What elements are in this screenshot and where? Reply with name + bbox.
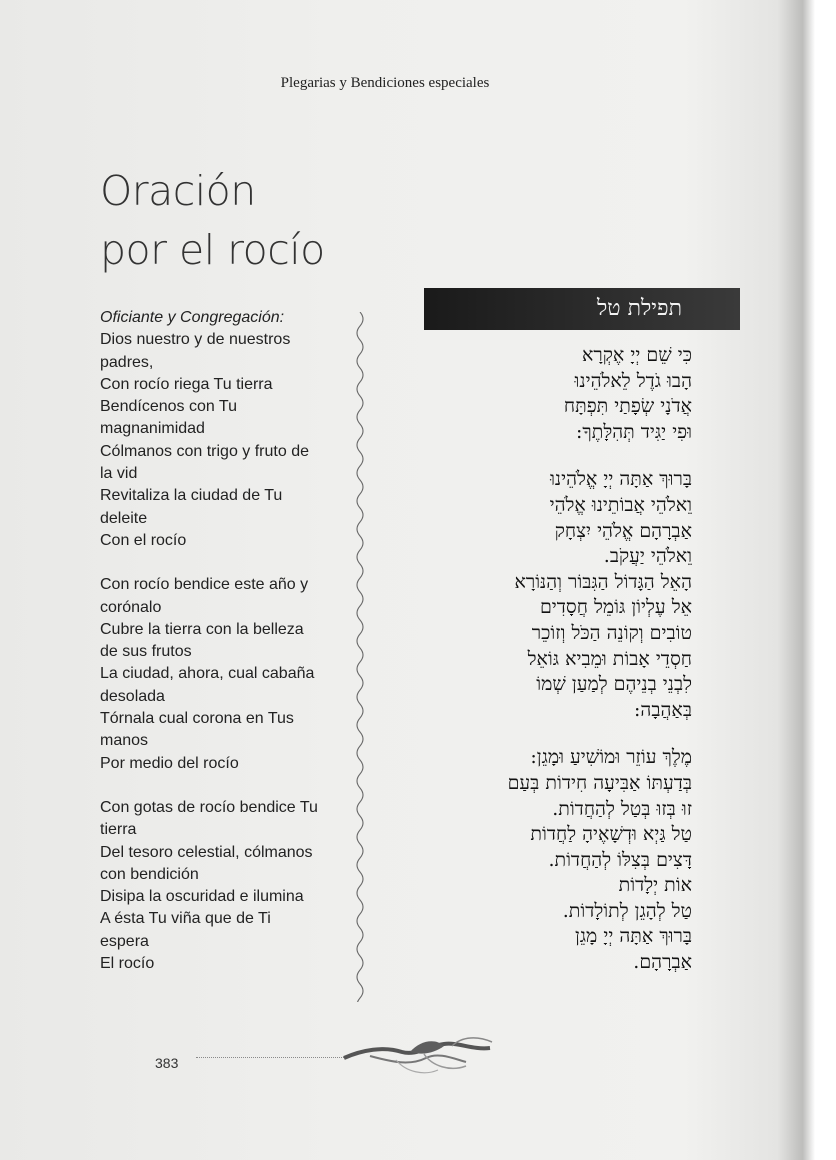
hebrew-line: כִּי שֵׁם יְיָ אֶקְרָא [582,344,692,366]
hebrew-line: חַסְדֵי אָבוֹת וּמֵבִיא גּוֹאֵל [527,647,692,670]
hebrew-line: וֵאלֹהֵי יַעֲקֹב. [603,545,692,568]
hebrew-line: בָּרוּךְ אַתָּה יְיָ אֱלֹהֵינוּ [550,468,692,491]
hebrew-prayer-text [424,343,692,998]
hebrew-line: טַל גַּיְא וּדְשָׁאֶיהָ לַחֲדוֹת [530,823,692,846]
spanish-line: magnanimidad [100,420,205,438]
spanish-line: deleite [100,509,148,527]
spanish-line: Tórnala cual corona en Tus [100,710,294,728]
divider-wave [357,312,363,1002]
hebrew-line: וֵאלֹהֵי אֲבוֹתֵינוּ אֱלֹהֵי [549,493,692,516]
spanish-prayer-text [100,307,350,997]
hebrew-line: הָאֵל הַגָּדוֹל הַגִּבּוֹר וְהַנּוֹרָא [514,570,692,593]
spanish-stanza [100,797,350,975]
hebrew-line: אַבְרָהָם. [633,951,692,974]
running-header: Plegarias y Bendiciones especiales [280,75,490,91]
hebrew-line: הָבוּ גֹדֶל לֵאלֹהֵינוּ [574,369,692,392]
hebrew-line: וּפִי יַגִּיד תְּהִלָּתֶךָ: [576,420,692,443]
hebrew-line: אוֹת יְלָדוֹת [618,874,692,897]
page-number: 383 [155,1055,179,1071]
hebrew-line: טוֹבִים וְקוֹנֵה הַכֹּל וְזוֹכֵר [531,621,692,644]
spanish-line: Con gotas de rocío bendice Tu [100,798,318,816]
spanish-line: de sus frutos [100,643,192,661]
hebrew-line: בְּאַהֲבָה: [634,698,692,721]
spanish-line: Dios nuestro y de nuestros [100,331,291,349]
hebrew-stanza [424,343,692,445]
spanish-line: tierra [100,821,137,839]
spanish-line: Con rocío bendice este año y [100,576,309,594]
spanish-stanza [100,329,350,552]
page-title [100,162,325,280]
spanish-line: Por medio del rocío [100,754,239,772]
hebrew-line: לִבְנֵי בְנֵיהֶם לְמַעַן שְׁמוֹ [536,673,692,696]
spanish-line: Revitaliza la ciudad de Tu [100,487,283,505]
spanish-line: la vid [100,465,138,483]
spanish-line: desolada [100,687,165,705]
spanish-line: Del tesoro celestial, cólmanos [100,843,313,861]
spanish-line: espera [100,932,149,950]
spanish-line: con bendición [100,865,199,883]
spanish-line: Con rocío riega Tu tierra [100,375,273,393]
hebrew-line: אֲדֹנָי שְׂפָתַי תִּפְתָּח [563,395,692,418]
speaker-label: Oficiante y Congregación: [100,309,285,326]
spanish-line: Bendícenos con Tu [100,398,237,416]
hebrew-line: מֶלֶךְ עוֹזֵר וּמוֹשִׁיעַ וּמָגֵן: [530,746,692,769]
spanish-stanza [100,574,350,775]
spanish-line: corónalo [100,598,162,616]
spanish-line: La ciudad, ahora, cual cabaña [100,665,315,683]
spanish-line: Con el rocío [100,531,187,549]
hebrew-line: אַבְרָהָם אֱלֹהֵי יִצְחָק [554,519,692,542]
spanish-line: Disipa la oscuridad e ilumina [100,888,304,906]
hebrew-line: בְּדַעְתּוֹ אַבִּיעָה חִידוֹת בְּעַם [507,771,692,794]
hebrew-title-banner [424,288,740,330]
hebrew-line: טַל לְהָגֵן לְתוֹלָדוֹת. [562,899,692,922]
spanish-line: El rocío [100,955,155,973]
spanish-line: Cólmanos con trigo y fruto de [100,442,309,460]
hebrew-stanza [424,467,692,723]
footer-rule [196,1057,348,1058]
spanish-line: padres, [100,353,154,371]
spanish-line: Cubre la tierra con la belleza [100,620,304,638]
title-line-2: por el rocío [100,226,325,274]
hebrew-line: זוּ בְּזוּ בְּטַל לְהַחֲדוֹת. [552,797,692,820]
title-line-1: Oración [100,167,256,215]
spanish-line: A ésta Tu viña que de Ti [100,910,271,928]
hebrew-line: אֵל עֶלְיוֹן גּוֹמֵל חֲסָדִים [539,596,692,619]
ribbon-ornament-icon [340,1032,500,1082]
column-divider [352,312,368,1002]
hebrew-stanza [424,745,692,975]
spanish-line: manos [100,732,149,750]
hebrew-line: דָּצִים בְּצִלּוֹ לְהַחֲדוֹת. [548,848,692,871]
hebrew-title: תפילת טל [597,296,682,321]
hebrew-line: בָּרוּךְ אַתָּה יְיָ מָגֵן [574,925,692,948]
